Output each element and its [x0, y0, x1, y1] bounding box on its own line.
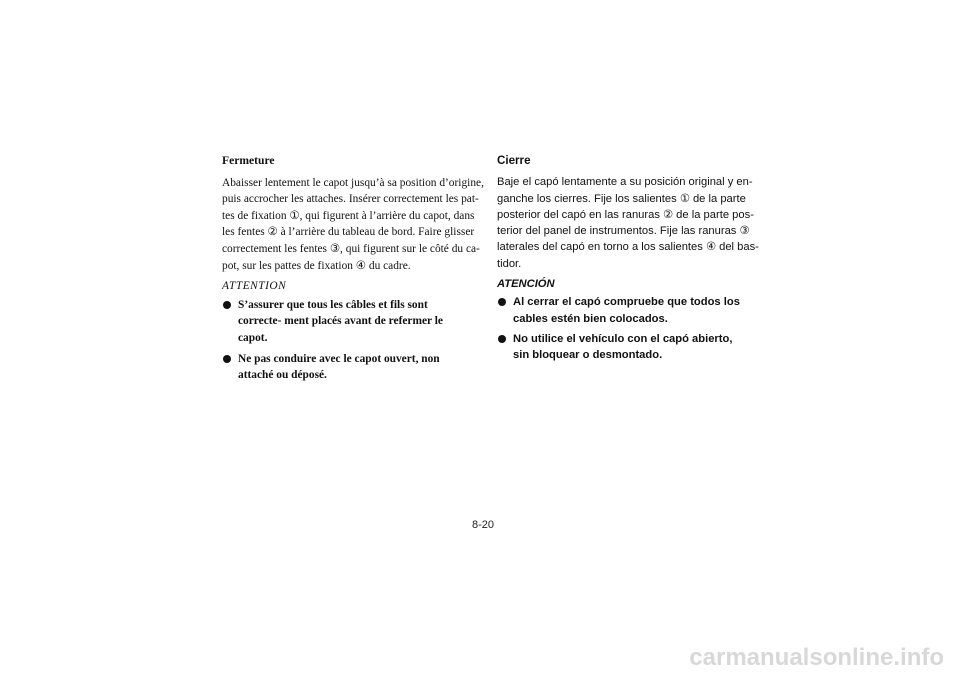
- bullet-text: Ne pas conduire avec le capot ouvert, non attaché ou déposé.: [238, 352, 440, 382]
- watermark: carmanualsonline.info: [689, 644, 944, 671]
- body-line: Baje el capó lentamente a su posición original y en-: [497, 176, 753, 189]
- list-item: [497, 294, 744, 327]
- body-line: laterales del capó en torno a los salientes ④ del bas-: [497, 241, 759, 254]
- body-paragraph-es: [497, 174, 759, 272]
- bullet-icon: [223, 355, 231, 363]
- body-line: pot, sur les pattes de fixation ④ du cadre.: [222, 259, 411, 272]
- body-line: correctement les fentes ③, qui figurent sur le côté du ca-: [222, 242, 480, 255]
- caution-list-fr: [222, 297, 469, 384]
- caution-label-fr: ATTENTION: [222, 280, 287, 293]
- body-line: posterior del capó en las ranuras ② de la parte pos-: [497, 208, 754, 221]
- body-line: Abaisser lentement le capot jusqu’à sa position d’origine,: [222, 176, 484, 189]
- body-line: tes de fixation ①, qui figurent à l’arrière du capot, dans: [222, 209, 475, 222]
- caution-label-es: ATENCIÓN: [497, 278, 555, 291]
- section-heading-fr: Fermeture: [222, 154, 275, 167]
- body-paragraph-fr: [222, 175, 484, 275]
- bullet-text: No utilice el vehículo con el capó abierto, sin bloquear o desmontado.: [513, 332, 733, 362]
- list-item: [222, 297, 469, 347]
- bullet-icon: [223, 301, 231, 309]
- bullet-text: Al cerrar el capó compruebe que todos los cables estén bien colocados.: [513, 296, 740, 325]
- body-line: les fentes ② à l’arrière du tableau de bord. Faire glisser: [222, 226, 475, 239]
- body-line: terior del panel de instrumentos. Fije las ranuras ③: [497, 225, 750, 238]
- body-line: ganche los cierres. Fije los salientes ① de la parte: [497, 192, 746, 205]
- body-line: tidor.: [497, 257, 522, 270]
- french-column: [222, 153, 484, 388]
- bullet-text: S’assurer que tous les câbles et fils sont correcte- ment placés avant de refermer le capot.: [238, 298, 443, 344]
- page-number: 8-20: [472, 519, 495, 531]
- bullet-icon: [498, 335, 506, 343]
- section-heading-es: Cierre: [497, 154, 531, 167]
- caution-list-es: [497, 294, 744, 363]
- bullet-icon: [498, 298, 506, 306]
- spanish-column: [497, 153, 759, 368]
- body-line: puis accrocher les attaches. Insérer correctement les pat-: [222, 193, 479, 206]
- list-item: [222, 351, 469, 384]
- list-item: [497, 331, 744, 364]
